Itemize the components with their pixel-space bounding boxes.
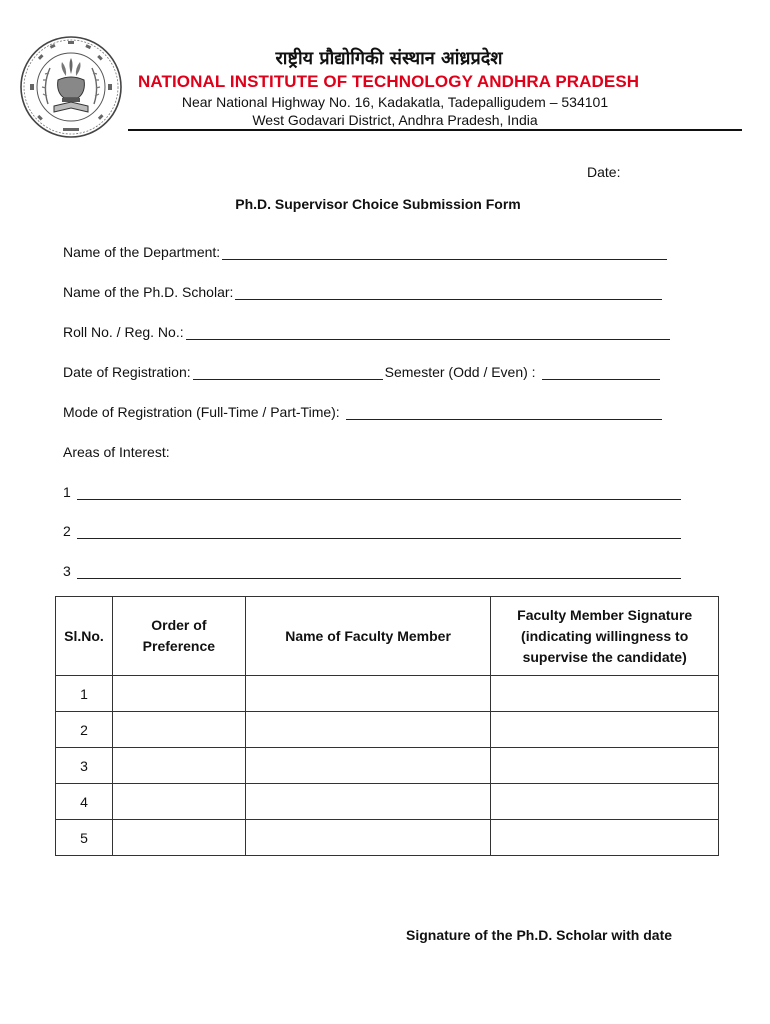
scholar-signature-label: Signature of the Ph.D. Scholar with date: [406, 927, 673, 943]
table-row: [56, 748, 719, 784]
area-item: [63, 523, 681, 539]
registration-date-label: Date of Registration:: [63, 364, 191, 380]
signature-cell[interactable]: [491, 784, 719, 820]
semester-label: Semester (Odd / Even) :: [384, 364, 536, 380]
address-line-1: Near National Highway No. 16, Kadakatla, Tadepalligudem – 534101: [181, 94, 609, 110]
areas-heading: [63, 444, 170, 460]
roll-label: Roll No. / Reg. No.:: [63, 324, 184, 340]
faculty-name-cell[interactable]: [245, 712, 491, 748]
order-header: Order of Preference: [112, 597, 245, 676]
area-number: 1: [63, 484, 71, 500]
mode-field: [63, 404, 662, 420]
faculty-name-cell[interactable]: [245, 748, 491, 784]
areas-label: Areas of Interest:: [63, 444, 170, 460]
date-label: Date:: [587, 164, 621, 180]
row-number: 3: [56, 748, 113, 784]
table-header-row: [56, 597, 719, 676]
header-divider: [128, 129, 742, 131]
mode-label: Mode of Registration (Full-Time / Part-Time):: [63, 404, 340, 420]
area-input-line[interactable]: [77, 524, 681, 539]
signature-cell[interactable]: [491, 748, 719, 784]
department-input-line[interactable]: [222, 245, 667, 260]
area-input-line[interactable]: [77, 564, 681, 579]
roll-field: [63, 324, 670, 340]
row-number: 1: [56, 676, 113, 712]
mode-input-line[interactable]: [346, 405, 662, 420]
roll-input-line[interactable]: [186, 325, 670, 340]
row-number: 4: [56, 784, 113, 820]
faculty-name-cell[interactable]: [245, 676, 491, 712]
faculty-name-header: Name of Faculty Member: [245, 597, 491, 676]
order-cell[interactable]: [112, 784, 245, 820]
order-cell[interactable]: [112, 820, 245, 856]
faculty-name-cell[interactable]: [245, 784, 491, 820]
department-field: [63, 244, 667, 260]
order-cell[interactable]: [112, 712, 245, 748]
faculty-signature-header: Faculty Member Signature (indicating willingness to supervise the candidate): [491, 597, 719, 676]
scholar-label: Name of the Ph.D. Scholar:: [63, 284, 234, 300]
scholar-field: [63, 284, 662, 300]
area-item: [63, 484, 681, 500]
row-number: 2: [56, 712, 113, 748]
order-cell[interactable]: [112, 676, 245, 712]
address-line-2: West Godavari District, Andhra Pradesh, India: [252, 112, 538, 128]
department-label: Name of the Department:: [63, 244, 221, 260]
area-number: 2: [63, 523, 71, 539]
faculty-choice-table: [55, 596, 719, 856]
table-row: [56, 784, 719, 820]
area-input-line[interactable]: [77, 485, 681, 500]
slno-header: Sl.No.: [56, 597, 113, 676]
order-cell[interactable]: [112, 748, 245, 784]
signature-cell[interactable]: [491, 820, 719, 856]
institute-name-hindi: राष्ट्रीय प्रौद्योगिकी संस्थान आंध्रप्रदेश: [275, 48, 503, 69]
semester-input-line[interactable]: [542, 365, 660, 380]
registration-date-input-line[interactable]: [193, 365, 383, 380]
table-row: [56, 820, 719, 856]
registration-field: [63, 364, 660, 380]
row-number: 5: [56, 820, 113, 856]
signature-cell[interactable]: [491, 712, 719, 748]
table-row: [56, 712, 719, 748]
area-item: [63, 563, 681, 579]
institute-name: NATIONAL INSTITUTE OF TECHNOLOGY ANDHRA PRADESH: [138, 72, 640, 91]
table-row: [56, 676, 719, 712]
form-title: Ph.D. Supervisor Choice Submission Form: [235, 196, 521, 212]
faculty-name-cell[interactable]: [245, 820, 491, 856]
area-number: 3: [63, 563, 71, 579]
signature-cell[interactable]: [491, 676, 719, 712]
scholar-input-line[interactable]: [235, 285, 662, 300]
